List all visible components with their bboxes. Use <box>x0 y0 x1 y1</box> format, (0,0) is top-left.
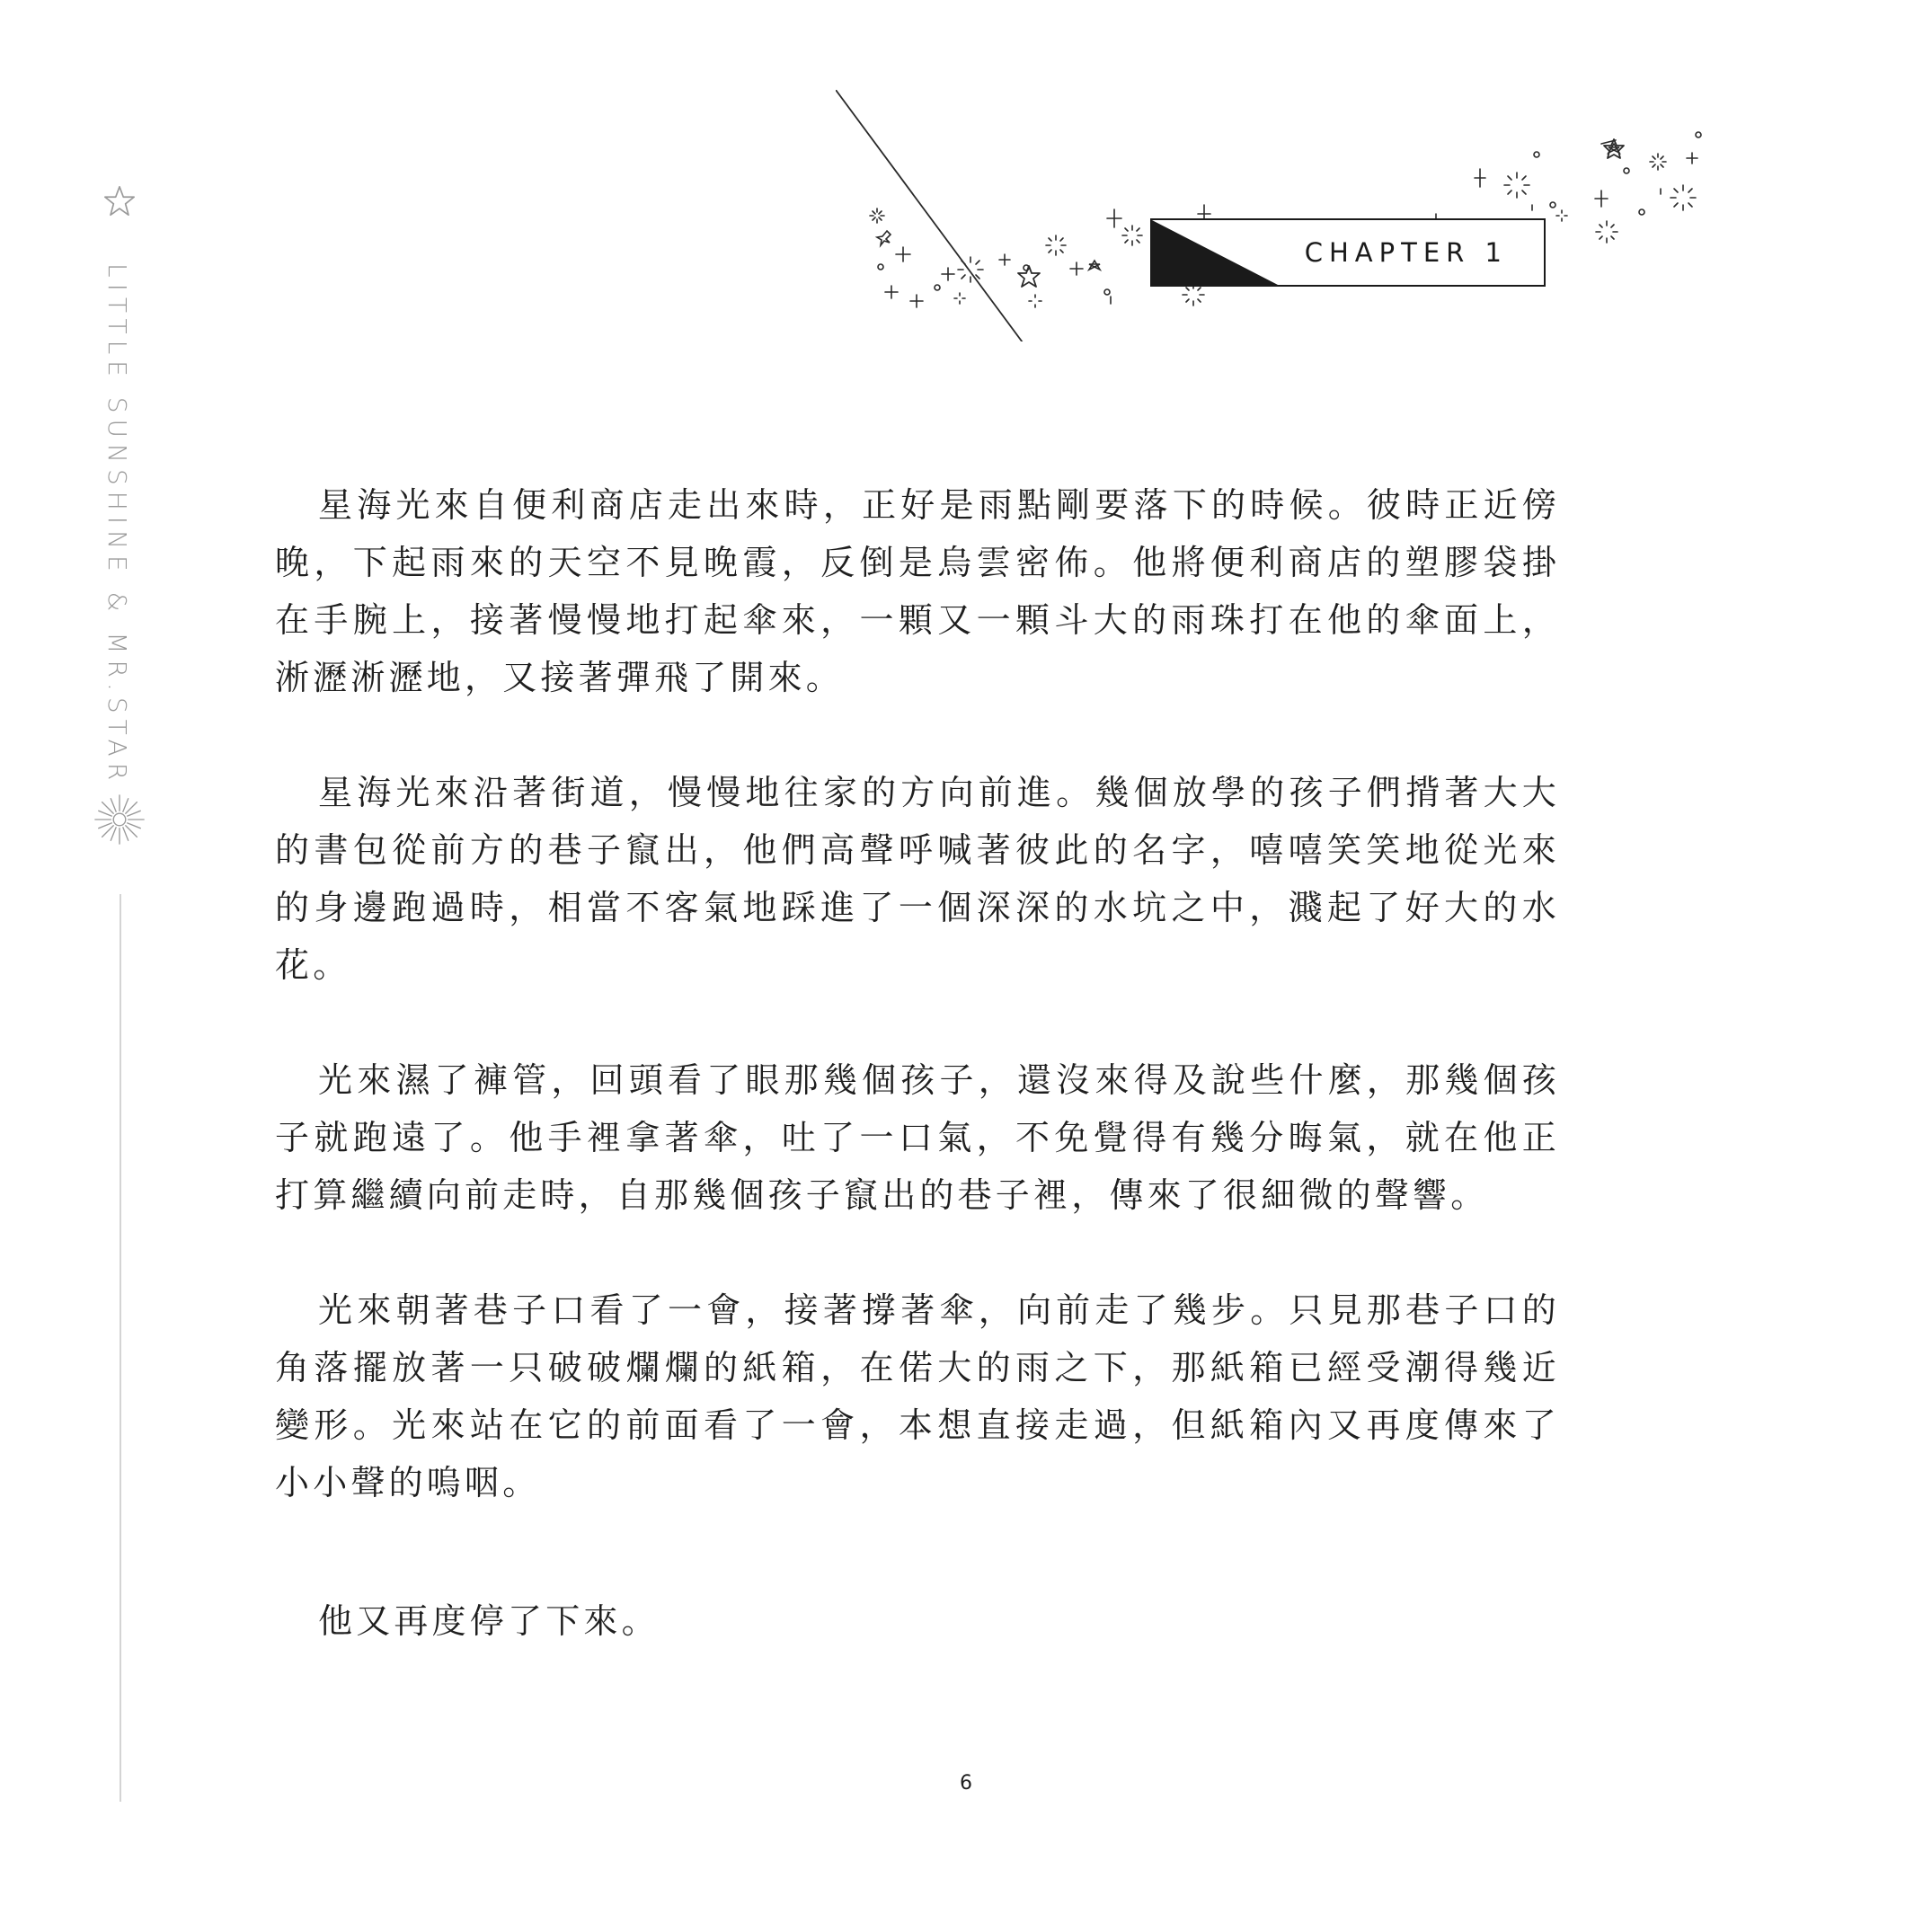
page-number: 6 <box>960 1772 972 1795</box>
paragraph: 他又再度停了下來。 <box>318 1601 660 1641</box>
side-rail <box>90 184 144 1802</box>
star-outline-icon <box>102 184 137 218</box>
side-divider-line <box>120 894 121 1802</box>
paragraph: 光來濕了褲管，回頭看了眼那幾個孩子，還沒來得及說些什麼，那幾個孩子就跑遠了。他手裡拿著傘，吐了一口氣，不免覺得有幾分晦氣，就在他正打算繼續向前走時，自那幾個孩子竄出的巷子裡，傳來了很細微的聲響。 <box>275 1060 1560 1215</box>
sunburst-icon <box>92 792 147 847</box>
sparkles-icon <box>836 90 1716 341</box>
paragraph: 星海光來沿著街道，慢慢地往家的方向前進。幾個放學的孩子們揹著大大的書包從前方的巷子竄出，他們高聲呼喊著彼此的名字，嘻嘻笑笑地從光來的身邊跑過時，相當不客氣地踩進了一個深深的水坑之中，濺起了好大的水花。 <box>275 773 1560 985</box>
chapter-label: CHAPTER 1 <box>1304 237 1508 268</box>
chapter-body <box>275 476 1560 1707</box>
chapter-heading <box>1150 218 1546 287</box>
paragraph: 星海光來自便利商店走出來時，正好是雨點剛要落下的時候。彼時正近傍晚，下起雨來的天空不見晚霞，反倒是烏雲密佈。他將便利商店的塑膠袋掛在手腕上，接著慢慢地打起傘來，一顆又一顆斗大的雨珠打在他的傘面上，淅瀝淅瀝地，又接著彈飛了開來。 <box>275 485 1560 697</box>
side-book-title: LITTLE SUNSHINE & MR.STAR <box>102 263 132 787</box>
paragraph: 光來朝著巷子口看了一會，接著撐著傘，向前走了幾步。只見那巷子口的角落擺放著一只破破爛爛的紙箱，在偌大的雨之下，那紙箱已經受潮得幾近變形。光來站在它的前面看了一會，本想直接走過，但紙箱內又再度傳來了小小聲的嗚咽。 <box>275 1290 1560 1502</box>
